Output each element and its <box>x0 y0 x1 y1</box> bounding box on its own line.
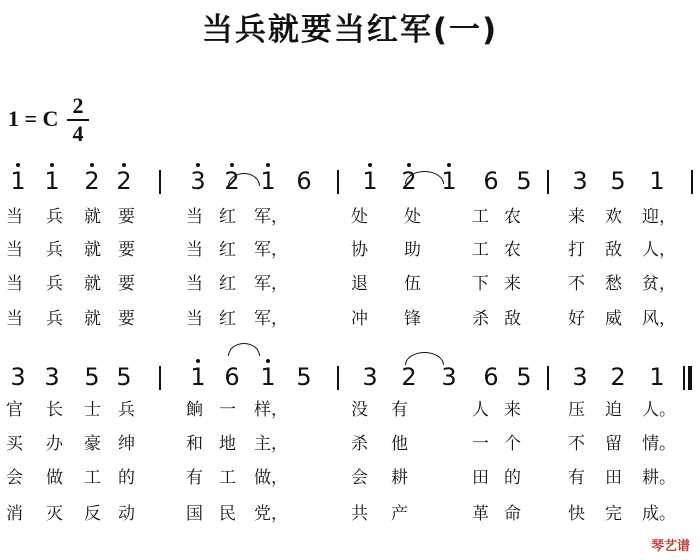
lyric-char: 快 <box>568 504 585 524</box>
lyric-char: 耕 <box>391 468 408 488</box>
lyric-char: 处 <box>351 207 368 227</box>
lyric-char: 来 <box>568 207 585 227</box>
lyric-char: 敌 <box>504 309 521 329</box>
note: 3 <box>44 363 60 391</box>
lyric-char: 人 <box>472 400 489 420</box>
lyric-char: 留 <box>605 434 622 454</box>
barline <box>159 366 161 390</box>
lyric-char: 地 <box>219 434 236 454</box>
lyric-char: 革 <box>472 504 489 524</box>
note: 6 <box>483 167 499 195</box>
note: 1 <box>44 167 60 195</box>
lyric-char: 杀 <box>472 309 489 329</box>
lyric-char: 田 <box>472 468 489 488</box>
lyric-char: 和 <box>186 434 203 454</box>
barline <box>547 170 549 194</box>
lyric-char: 兵 <box>46 240 63 260</box>
lyric-char: 国 <box>186 504 203 524</box>
lyric-char: 助 <box>404 240 421 260</box>
octave-dot <box>266 359 270 363</box>
lyric-char: 动 <box>118 504 135 524</box>
lyric-char: 当 <box>6 309 23 329</box>
lyric-char: 样， <box>254 400 288 420</box>
lyric-char: 就 <box>84 309 101 329</box>
lyric-char: 就 <box>84 240 101 260</box>
lyric-char: 做 <box>46 468 63 488</box>
note: 2 <box>224 167 240 195</box>
note: 3 <box>362 363 378 391</box>
note: 1 <box>260 167 276 195</box>
lyric-char: 退 <box>351 274 368 294</box>
lyric-char: 压 <box>568 400 585 420</box>
lyric-char: 当 <box>186 309 203 329</box>
lyric-char: 没 <box>351 400 368 420</box>
lyric-char: 灭 <box>46 504 63 524</box>
lyric-char: 当 <box>6 240 23 260</box>
lyric-char: 工 <box>472 207 489 227</box>
octave-dot <box>16 163 20 167</box>
lyric-char: 军， <box>254 274 288 294</box>
lyric-char: 当 <box>186 240 203 260</box>
note: 5 <box>296 363 312 391</box>
lyric-char: 有 <box>391 400 408 420</box>
lyric-char: 欢 <box>605 207 622 227</box>
final-barline <box>683 366 685 390</box>
lyric-char: 贫， <box>642 274 676 294</box>
lyric-char: 迎， <box>642 207 676 227</box>
lyric-char: 要 <box>118 274 135 294</box>
barline <box>337 366 339 390</box>
song-title: 当兵就要当红军(一) <box>201 12 499 48</box>
time-denominator: 4 <box>72 121 84 146</box>
octave-dot <box>50 163 54 167</box>
lyric-char: 人。 <box>642 400 676 420</box>
lyric-char: 就 <box>84 207 101 227</box>
lyric-char: 当 <box>6 274 23 294</box>
lyric-char: 不 <box>568 274 585 294</box>
lyric-char: 兵 <box>46 274 63 294</box>
time-numerator: 2 <box>72 93 84 118</box>
note: 6 <box>483 363 499 391</box>
lyric-char: 情。 <box>642 434 676 454</box>
lyric-char: 就 <box>84 274 101 294</box>
lyric-char: 协 <box>351 240 368 260</box>
slur <box>405 352 444 365</box>
slur <box>228 343 260 356</box>
note: 5 <box>610 167 626 195</box>
note: 2 <box>610 363 626 391</box>
lyric-char: 红 <box>219 309 236 329</box>
lyric-char: 军， <box>254 240 288 260</box>
octave-dot <box>122 163 126 167</box>
lyric-char: 党， <box>254 504 288 524</box>
lyric-char: 杀 <box>351 434 368 454</box>
note: 5 <box>516 363 532 391</box>
lyric-char: 红 <box>219 240 236 260</box>
note: 2 <box>84 167 100 195</box>
lyric-char: 来 <box>504 400 521 420</box>
lyric-char: 完 <box>605 504 622 524</box>
lyric-char: 的 <box>118 468 135 488</box>
time-signature <box>67 94 89 146</box>
lyric-char: 有 <box>186 468 203 488</box>
lyric-char: 当 <box>186 207 203 227</box>
lyric-char: 兵 <box>46 207 63 227</box>
octave-dot <box>196 163 200 167</box>
octave-dot <box>266 163 270 167</box>
watermark-logo: 琴艺谱 <box>650 539 690 554</box>
note: 1 <box>649 167 665 195</box>
lyric-char: 当 <box>186 274 203 294</box>
octave-dot <box>407 163 411 167</box>
lyric-char: 做， <box>254 468 288 488</box>
note: 1 <box>649 363 665 391</box>
lyric-char: 办 <box>46 434 63 454</box>
lyric-char: 共 <box>351 504 368 524</box>
lyric-char: 军， <box>254 207 288 227</box>
octave-dot <box>230 163 234 167</box>
octave-dot <box>196 359 200 363</box>
lyric-char: 敌 <box>605 240 622 260</box>
octave-dot <box>90 163 94 167</box>
key-signature: 1 = C <box>8 106 59 131</box>
lyric-char: 要 <box>118 240 135 260</box>
lyric-char: 一 <box>472 434 489 454</box>
barline <box>691 170 693 194</box>
lyric-char: 军， <box>254 309 288 329</box>
lyric-char: 消 <box>6 504 23 524</box>
lyric-char: 农 <box>504 207 521 227</box>
note: 5 <box>116 363 132 391</box>
lyric-char: 不 <box>568 434 585 454</box>
lyric-char: 餉 <box>186 400 203 420</box>
lyric-char: 工 <box>84 468 101 488</box>
lyric-char: 豪 <box>84 434 101 454</box>
lyric-char: 红 <box>219 274 236 294</box>
lyric-char: 工 <box>219 468 236 488</box>
note: 1 <box>362 167 378 195</box>
lyric-char: 好 <box>568 309 585 329</box>
lyric-char: 工 <box>472 240 489 260</box>
lyric-char: 产 <box>391 504 408 524</box>
lyric-char: 官 <box>6 400 23 420</box>
note: 6 <box>224 363 240 391</box>
lyric-char: 下 <box>472 274 489 294</box>
note: 3 <box>441 363 457 391</box>
barline <box>547 366 549 390</box>
lyric-char: 处 <box>404 207 421 227</box>
note: 5 <box>84 363 100 391</box>
lyric-char: 打 <box>568 240 585 260</box>
lyric-char: 农 <box>504 240 521 260</box>
lyric-char: 会 <box>351 468 368 488</box>
note: 1 <box>260 363 276 391</box>
lyric-char: 耕。 <box>642 468 676 488</box>
lyric-char: 风， <box>642 309 676 329</box>
lyric-char: 士 <box>84 400 101 420</box>
lyric-char: 来 <box>504 274 521 294</box>
lyric-char: 绅 <box>118 434 135 454</box>
lyric-char: 当 <box>6 207 23 227</box>
note: 6 <box>296 167 312 195</box>
lyric-char: 伍 <box>404 274 421 294</box>
note: 3 <box>10 363 26 391</box>
lyric-char: 要 <box>118 309 135 329</box>
octave-dot <box>447 163 451 167</box>
lyric-char: 个 <box>504 434 521 454</box>
lyric-char: 反 <box>84 504 101 524</box>
note: 3 <box>572 363 588 391</box>
lyric-char: 兵 <box>118 400 135 420</box>
octave-dot <box>368 163 372 167</box>
note: 1 <box>190 363 206 391</box>
note: 3 <box>190 167 206 195</box>
note: 1 <box>441 167 457 195</box>
lyric-char: 锋 <box>404 309 421 329</box>
lyric-char: 愁 <box>605 274 622 294</box>
barline <box>688 366 692 390</box>
barline <box>159 170 161 194</box>
lyric-char: 要 <box>118 207 135 227</box>
note: 2 <box>401 167 417 195</box>
lyric-char: 成。 <box>642 504 676 524</box>
note: 3 <box>572 167 588 195</box>
lyric-char: 主， <box>254 434 288 454</box>
note: 2 <box>116 167 132 195</box>
barline <box>337 170 339 194</box>
note: 1 <box>10 167 26 195</box>
lyric-char: 兵 <box>46 309 63 329</box>
lyric-char: 他 <box>391 434 408 454</box>
note: 2 <box>401 363 417 391</box>
lyric-char: 的 <box>504 468 521 488</box>
lyric-char: 有 <box>568 468 585 488</box>
lyric-char: 冲 <box>351 309 368 329</box>
lyric-char: 人， <box>642 240 676 260</box>
lyric-char: 长 <box>46 400 63 420</box>
lyric-char: 会 <box>6 468 23 488</box>
lyric-char: 民 <box>219 504 236 524</box>
lyric-char: 命 <box>504 504 521 524</box>
lyric-char: 一 <box>219 400 236 420</box>
lyric-char: 迫 <box>605 400 622 420</box>
note: 5 <box>516 167 532 195</box>
lyric-char: 威 <box>605 309 622 329</box>
lyric-char: 买 <box>6 434 23 454</box>
lyric-char: 红 <box>219 207 236 227</box>
lyric-char: 田 <box>605 468 622 488</box>
